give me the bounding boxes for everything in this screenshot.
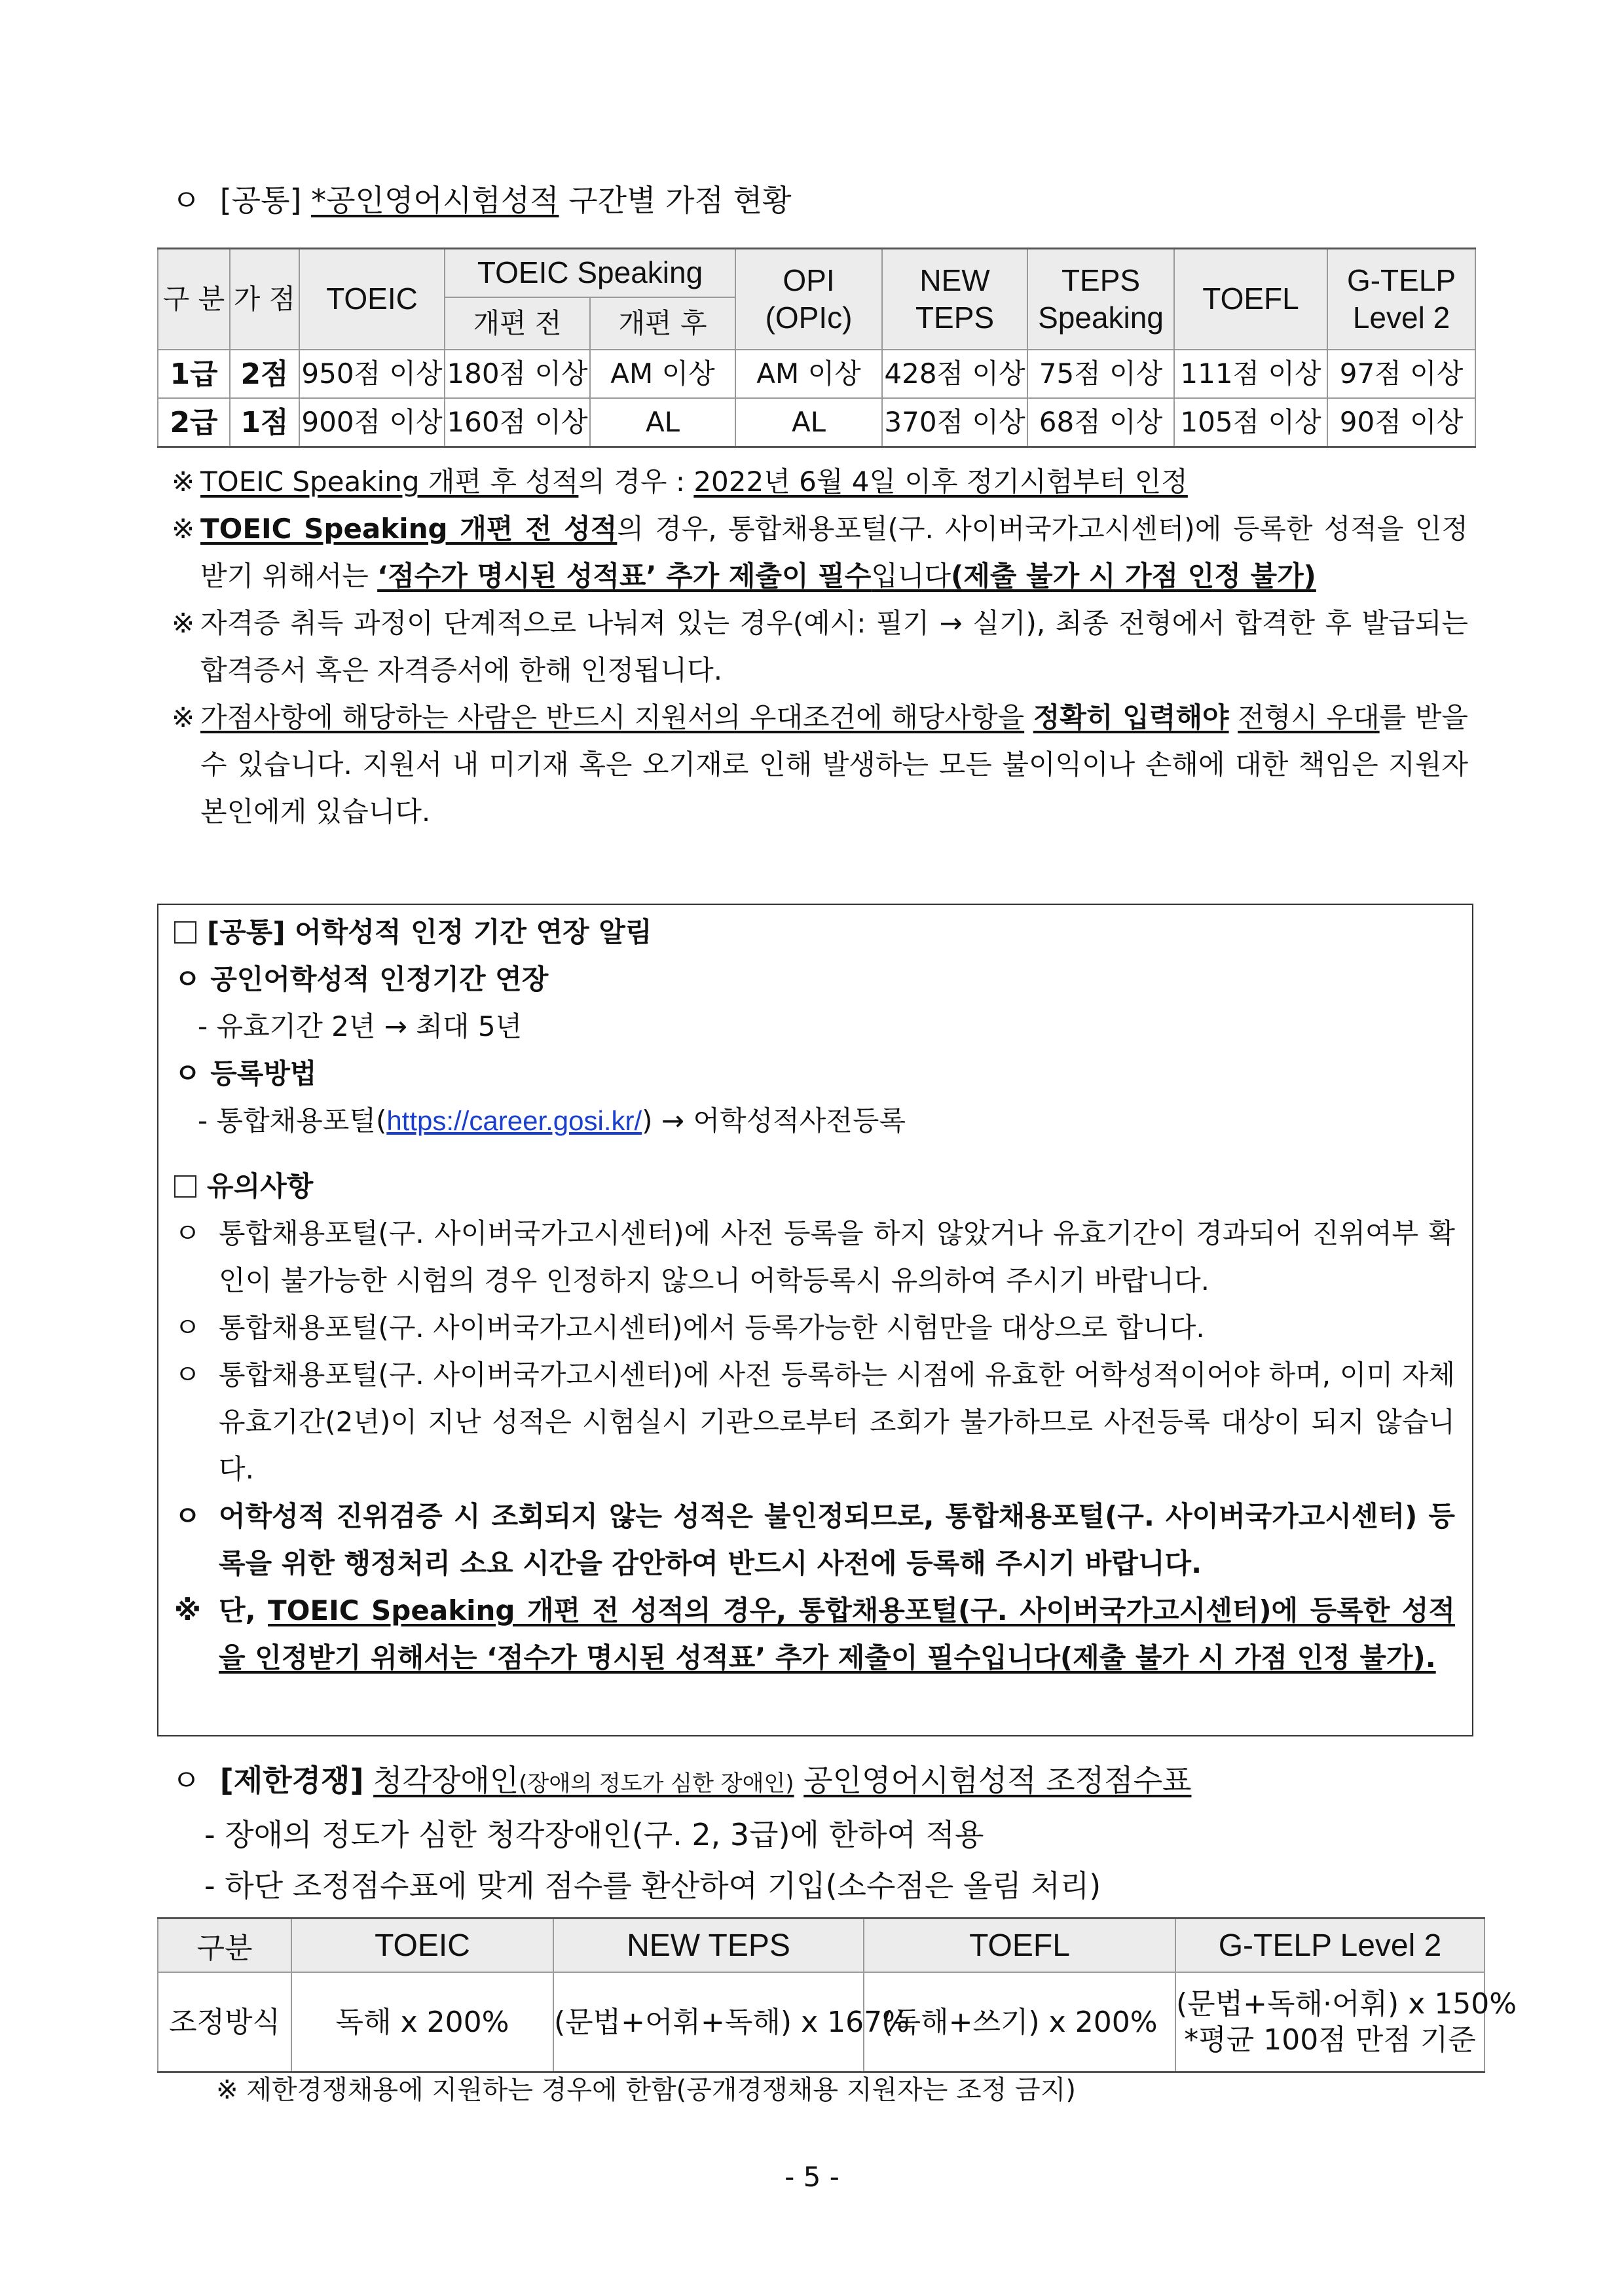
col-header-toefl: TOEFL [864, 1919, 1175, 1973]
teps-speaking-line2: Speaking [1038, 301, 1164, 335]
section1-heading [172, 177, 792, 224]
cell-points: 2점 [230, 350, 299, 398]
opi-line2: (OPIc) [765, 301, 853, 335]
cell-toeic: 독해 x 200% [291, 1972, 553, 2072]
cell-teps-speaking: 75점 이상 [1027, 350, 1174, 398]
caution-2 [174, 1304, 1455, 1351]
gtelp-formula: (문법+독해·어휘) x 150% [1176, 1987, 1517, 2021]
box-title [174, 909, 1455, 956]
note2-required: ‘점수가 명시된 성적표’ 추가 제출이 필수 [377, 560, 872, 592]
register-text-a: - 통합채용포털( [198, 1105, 387, 1137]
checkbox-square-icon [174, 921, 196, 944]
gtelp-basis: *평균 100점 만점 기준 [1184, 2023, 1476, 2057]
caution-text: 어학성적 진위검증 시 조회되지 않는 성적은 불인정되므로, 통합채용포털(구. 사이버국가고시센터) 등록을 위한 행정처리 소요 시간을 감안하여 반드시 사전에 등록해 주시기 바랍니다. [219, 1500, 1455, 1579]
col-header-gajeom: 가 점 [230, 249, 299, 350]
caution-text [219, 1587, 1455, 1681]
table-row [158, 1972, 1485, 2072]
col-header-toeic: TOEIC [291, 1919, 553, 1973]
cell-grade: 1급 [158, 350, 230, 398]
cell-toeic: 900점 이상 [299, 398, 445, 447]
cell-points: 1점 [230, 398, 299, 447]
col-header-before: 개편 전 [445, 297, 590, 350]
cell-sp-after: AL [590, 398, 735, 447]
col-header-new-teps [882, 249, 1027, 350]
note-text: 자격증 취득 과정이 단계적으로 나눠져 있는 경우(예시: 필기 → 실기), 최종 전형에서 합격한 후 발급되는 합격증서 혹은 자격증서에 한해 인정됩니다. [200, 607, 1468, 686]
notes-list [172, 458, 1468, 835]
box-title-text: [공통] 어학성적 인정 기간 연장 알림 [207, 916, 652, 948]
notice-box [157, 904, 1473, 1736]
spacer [174, 1145, 1455, 1163]
caution-title-text: 유의사항 [207, 1170, 314, 1202]
col-header-new-teps: NEW TEPS [553, 1919, 864, 1973]
heading-bracket: [공통] [219, 183, 302, 218]
col-header-toeic: TOEIC [299, 249, 445, 350]
note-mark: ※ [172, 513, 195, 545]
note-text [200, 505, 1468, 600]
cell-gtelp: 90점 이상 [1327, 398, 1475, 447]
note2-underlined: TOEIC Speaking 개편 전 성적 [200, 513, 618, 545]
gtelp-line2: Level 2 [1352, 301, 1450, 335]
bullet: ㅇ [174, 1359, 201, 1391]
cell-new-teps: 428점 이상 [882, 350, 1027, 398]
bullet: ㅇ [174, 1312, 201, 1344]
note-text [200, 694, 1468, 835]
table-row [158, 398, 1475, 447]
col-header-after: 개편 후 [590, 297, 735, 350]
cell-toeic: 950점 이상 [299, 350, 445, 398]
checkbox-square-icon [174, 1175, 196, 1198]
bullet: ㅇ [174, 1217, 201, 1249]
cell-toefl: 105점 이상 [1174, 398, 1327, 447]
cell-gtelp: 97점 이상 [1327, 350, 1475, 398]
note-4 [172, 694, 1468, 835]
note4-underlined2: 전형시 우대 [1238, 701, 1380, 733]
note1-date: 2022년 6월 4일 이후 정기시험부터 인정 [693, 466, 1188, 498]
col-header-toefl: TOEFL [1174, 249, 1327, 350]
heading-part-b: 공인영어시험성적 조정점수표 [803, 1763, 1192, 1798]
score-table [157, 248, 1476, 448]
caution-title [174, 1163, 1455, 1210]
note4-underlined: 가점사항에 해당하는 사람은 반드시 지원서의 우대조건에 해당사항을 [200, 701, 1025, 733]
caution-1 [174, 1210, 1455, 1304]
note-mark: ※ [172, 701, 195, 733]
register-text-b: ) → 어학성적사전등록 [642, 1105, 906, 1137]
cell-opi: AL [735, 398, 882, 447]
caution-4 [174, 1493, 1455, 1587]
cell-sp-before: 180점 이상 [445, 350, 590, 398]
page-number: - 5 - [784, 2161, 840, 2193]
cell-teps-speaking: 68점 이상 [1027, 398, 1174, 447]
note4-bold: 정확히 입력해야 [1033, 701, 1229, 733]
note4-space2 [1229, 701, 1238, 733]
caution-text: 통합채용포털(구. 사이버국가고시센터)에 사전 등록을 하지 않았거나 유효기간이 경과되어 진위여부 확인이 불가능한 시험의 경우 인정하지 않으니 어학등록시 유의하여 주시기 바랍니다. [219, 1217, 1455, 1296]
col-header-opi [735, 249, 882, 350]
note1-underlined: TOEIC Speaking 개편 후 성적 [200, 466, 579, 498]
caution-text: 통합채용포털(구. 사이버국가고시센터)에서 등록가능한 시험만을 대상으로 합니다. [219, 1312, 1205, 1344]
section2-sub-1: - 장애의 정도가 심한 청각장애인(구. 2, 3급)에 한하여 적용 [204, 1817, 984, 1852]
section2 [172, 1755, 1468, 1911]
teps-speaking-line1: TEPS [1061, 263, 1141, 297]
caution5-underlined: TOEIC Speaking 개편 전 성적의 경우, 통합채용포털(구. 사이버국가고시센터)에 등록한 성적을 인정받기 위해서는 ‘점수가 명시된 성적표’ 추가 제출이 필수입니다(제출 불가 시 가점 인정 불가). [219, 1594, 1455, 1674]
note-2 [172, 505, 1468, 600]
heading-underlined [373, 1763, 794, 1798]
note-mark: ※ [172, 607, 195, 639]
note4-rest: 를 받을 수 있습니다. 지원서 내 미기재 혹은 오기재로 인해 발생하는 모든 불이익이나 손해에 대한 책임은 지원자 본인에게 있습니다. [200, 701, 1468, 828]
heading-underlined: *공인영어시험성적 [311, 183, 559, 218]
note2-end: 입니다 [871, 560, 951, 592]
cell-sp-before: 160점 이상 [445, 398, 590, 447]
note-mark: ※ [174, 1594, 201, 1626]
cell-toefl: (독해+쓰기) x 200% [864, 1972, 1175, 2072]
heading-rest: 구간별 가점 현황 [568, 183, 792, 218]
cell-new-teps: (문법+어휘+독해) x 167% [553, 1972, 864, 2072]
heading-small: (장애의 정도가 심한 장애인) [519, 1771, 794, 1797]
cell-gtelp [1175, 1972, 1517, 2072]
career-gosi-link[interactable]: https://career.gosi.kr/ [386, 1105, 642, 1136]
new-teps-line1: NEW [919, 263, 990, 297]
note2-mid: 의 경우, 통합채용포털(구. 사이버국가고시센터)에 등록한 성적을 인정받기 위해서는 [200, 513, 1468, 592]
new-teps-line2: TEPS [915, 301, 995, 335]
note-3 [172, 600, 1468, 694]
cell-grade: 2급 [158, 398, 230, 447]
caution-5 [174, 1587, 1455, 1681]
cell-new-teps: 370점 이상 [882, 398, 1027, 447]
adjustment-table [157, 1917, 1517, 2073]
gtelp-line1: G-TELP [1346, 263, 1456, 297]
heading-bracket: [제한경쟁] [219, 1763, 364, 1798]
note-text [200, 458, 1468, 505]
col-header-gtelp: G-TELP Level 2 [1175, 1919, 1485, 1973]
section2-heading [172, 1755, 1468, 1809]
opi-line1: OPI [783, 263, 835, 297]
cell-sp-after: AM 이상 [590, 350, 735, 398]
cell-opi: AM 이상 [735, 350, 882, 398]
caution5-prefix: 단, [219, 1594, 268, 1626]
table-row [158, 350, 1475, 398]
col-header-toeic-speaking: TOEIC Speaking [445, 249, 735, 298]
heading-part-a: 청각장애인 [373, 1763, 519, 1798]
col-header-gubun: 구분 [158, 1919, 291, 1973]
box-item-2: ㅇ 등록방법 [174, 1057, 317, 1090]
footnote: ※ 제한경쟁채용에 지원하는 경우에 한함(공개경쟁채용 지원자는 조정 금지) [216, 2075, 1076, 2105]
bullet: ㅇ [172, 183, 201, 218]
caution-3 [174, 1351, 1455, 1493]
box-item-1: ㅇ 공인어학성적 인정기간 연장 [174, 963, 549, 995]
col-header-teps-speaking [1027, 249, 1174, 350]
box-item-1-sub: - 유효기간 2년 → 최대 5년 [198, 1010, 523, 1042]
caution-text: 통합채용포털(구. 사이버국가고시센터)에 사전 등록하는 시점에 유효한 어학성적이어야 하며, 이미 자체유효기간(2년)이 지난 성적은 시험실시 기관으로부터 조회가 불가하므로 사전등록 대상이 되지 않습니다. [219, 1359, 1455, 1485]
note-1 [172, 458, 1468, 505]
col-header-gtelp [1327, 249, 1475, 350]
section2-sub-2: - 하단 조정점수표에 맞게 점수를 환산하여 기입(소수점은 올림 처리) [204, 1868, 1101, 1903]
col-header-gubun: 구 분 [158, 249, 230, 350]
note1-mid: 의 경우 : [578, 466, 694, 498]
note4-space [1024, 701, 1033, 733]
note-mark: ※ [172, 466, 195, 498]
cell-row-label: 조정방식 [158, 1972, 291, 2072]
bullet: ㅇ [172, 1763, 201, 1798]
note2-paren: (제출 불가 시 가점 인정 불가) [951, 560, 1316, 592]
bullet: ㅇ [174, 1500, 201, 1532]
box-item-2-sub [174, 1097, 1455, 1145]
cell-toefl: 111점 이상 [1174, 350, 1327, 398]
